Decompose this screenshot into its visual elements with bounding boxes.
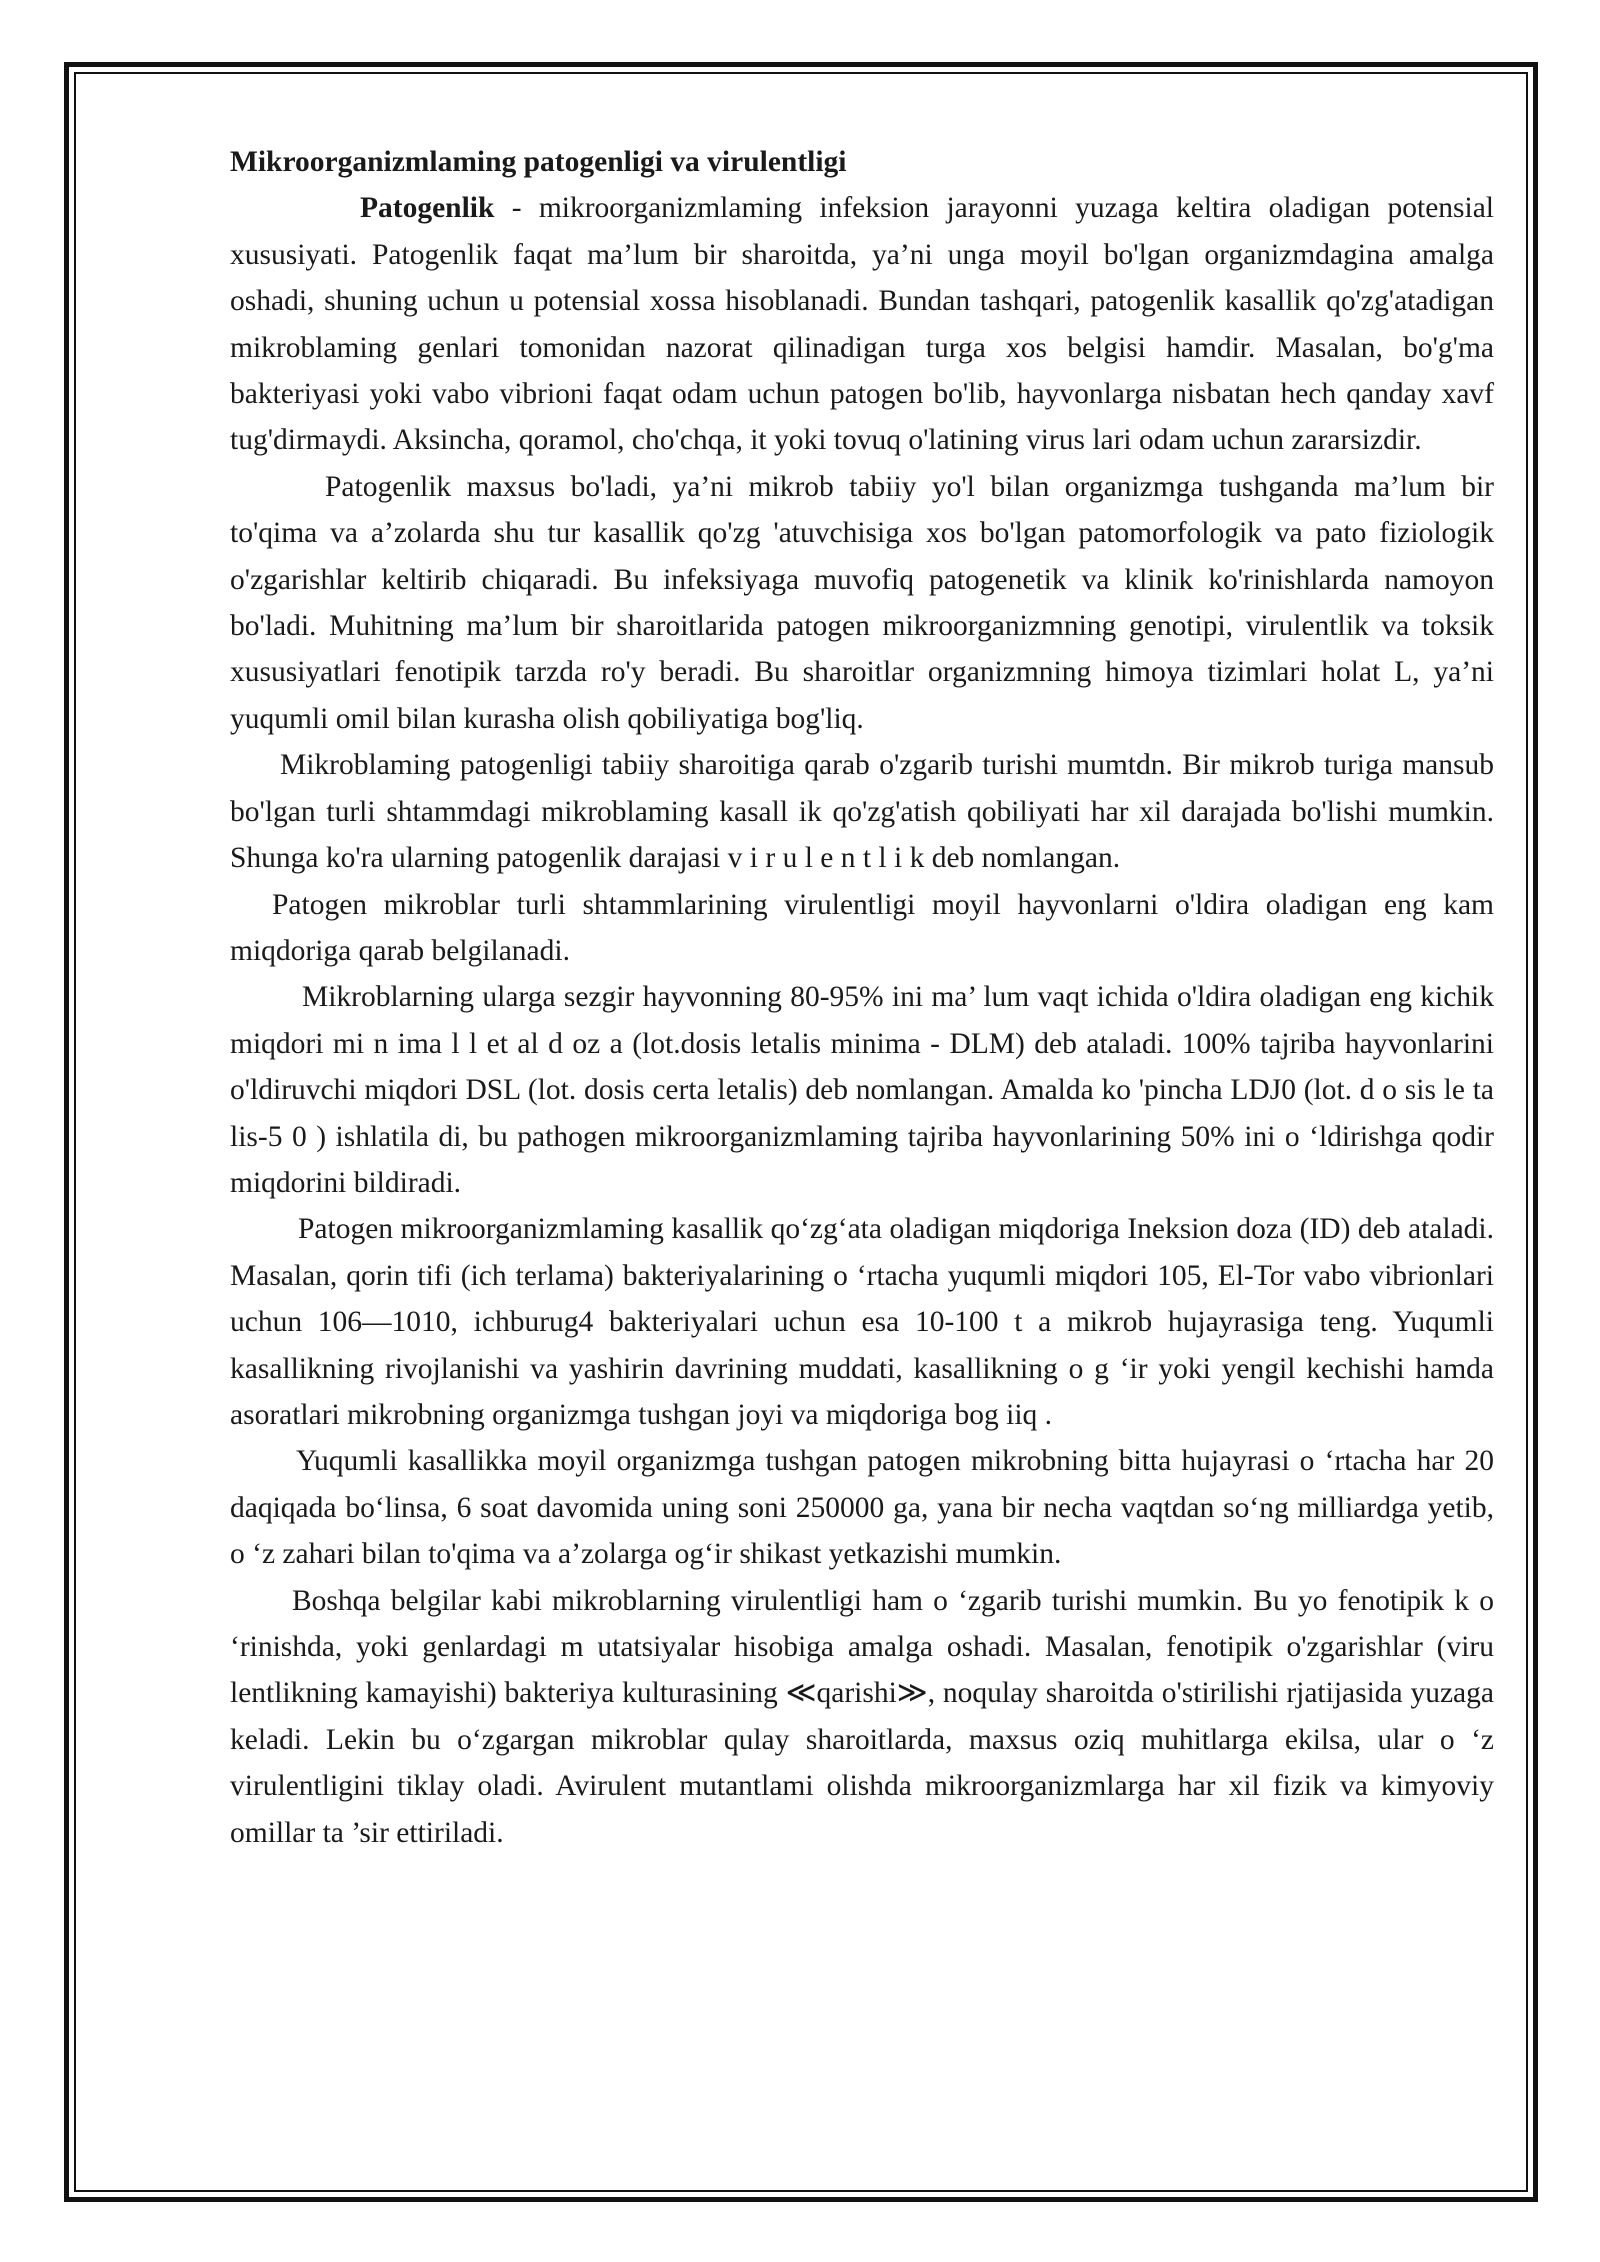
paragraph-lethal-dose: [230, 974, 1494, 1206]
paragraph-text: Patogen mikroorganizmlaming kasallik qo‘zg‘ata oladigan miqdoriga Ineksion doza (ID) deb ataladi. Masalan, qorin tifi (ich terlama) bakteriyalarining o ‘rtacha yuqumli miqdori 105, El-Tor vabo vibrionlari uchun 106—1010, ichburug4 bakteriyalari uchun esa 10-100 t a mikrob hujayrasiga teng. Yuqumli kasallikning rivojlanishi va yashirin davrining muddati, kasallikning o g ‘ir yoki yengil kechishi hamda asoratlari mikrobning organizmga tushgan joyi va miqdoriga bog iiq .: [230, 1213, 1494, 1431]
paragraph-patogenlik-variation: [230, 742, 1494, 881]
document-title: Mikroorganizmlaming patogenligi va virulentligi: [230, 146, 847, 178]
paragraph-text: Yuqumli kasallikka moyil organizmga tushgan patogen mikrobning bitta hujayrasi o ‘rtacha har 20 daqiqada bo‘linsa, 6 soat davomida uning soni 250000 ga, yana bir necha vaqtdan so‘ng milliardga yetib, o ‘z zahari bilan to'qima va a’zolarga og‘ir shikast yetkazishi mumkin.: [230, 1445, 1494, 1571]
paragraph-infection-dose: [230, 1206, 1494, 1438]
paragraph-patogenlik-specific: [230, 464, 1494, 742]
paragraph-text: Boshqa belgilar kabi mikroblarning virulentligi ham o ‘zgarib turishi mumkin. Bu yo fenotipik k o ‘rinishda, yoki genlardagi m utatsiyalar hisobiga amalga oshadi. Masalan, fenotipik o'zgarishlar (viru lentlikning kamayishi) bakteriya kulturasining ≪qarishi≫, noqulay sharoitda o'stirilishi rjatijasida yuzaga keladi. Lekin bu o‘zgargan mikroblar qulay sharoitlarda, maxsus oziq muhitlarga ekilsa, ular o ‘z virulentligini tiklay oladi. Avirulent mutantlami olishda mikroorganizmlarga har xil fizik va kimyoviy omillar ta ’sir ettiriladi.: [230, 1584, 1494, 1849]
paragraph-text: Patogen mikroblar turli shtammlarining virulentligi moyil hayvonlarni o'ldira oladigan eng kam miqdoriga qarab belgilanadi.: [230, 888, 1494, 967]
term-patogenlik: Patogenlik: [360, 192, 495, 225]
paragraph-text: Mikroblarning ularga sezgir hayvonning 80-95% ini ma’ lum vaqt ichida o'ldira oladigan eng kichik miqdori mi n ima l l et al d oz a (lot.dosis letalis minima - DLM) deb ataladi. 100% tajriba hayvonlarini o'ldiruvchi miqdori DSL (lot. dosis certa letalis) deb nomlangan. Amalda ko 'pincha LDJ0 (lot. d o sis le ta lis-5 0 ) ishlatila di, bu pathogen mikroorganizmlaming tajriba hayvonlarining 50% ini o ‘ldirishga qodir miqdorini bildiradi.: [230, 981, 1494, 1199]
paragraph-text: Patogenlik maxsus bo'ladi, ya’ni mikrob tabiiy yo'l bilan organizmga tushganda ma’lum bir to'qima va a’zolarda shu tur kasallik qo'zg 'atuvchisiga xos bo'lgan patomorfologik va pato fiziologik o'zgarishlar keltirib chiqaradi. Bu infeksiyaga muvofiq patogenetik va klinik ko'rinishlarda namoyon bo'ladi. Muhitning ma’lum bir sharoitlarida patogen mikroorganizmning genotipi, virulentlik va toksik xususiyatlari fenotipik tarzda ro'y beradi. Bu sharoitlar organizmning himoya tizimlari holat L, ya’ni yuqumli omil bilan kurasha olish qobiliyatiga bog'liq.: [230, 470, 1494, 735]
paragraph-cell-division: [230, 1438, 1494, 1577]
paragraph-text: Mikroblaming patogenligi tabiiy sharoitiga qarab o'zgarib turishi mumtdn. Bir mikrob turiga mansub bo'lgan turli shtammdagi mikroblaming kasall ik qo'zg'atish qobiliyati har xil darajada bo'lishi mumkin. Shunga ko'ra ularning patogenlik darajasi v i r u l e n t l i k deb nomlangan.: [230, 749, 1494, 875]
paragraph-virulence-measure: [230, 882, 1494, 975]
paragraph-virulence-change: [230, 1578, 1494, 1856]
paragraph-patogenlik-definition: [230, 185, 1494, 463]
document-body: [230, 139, 1494, 1856]
paragraph-text: - mikroorganizmlaming infeksion jarayonni yuzaga keltira oladigan potensial xususiyati. Patogenlik faqat ma’lum bir sharoitda, ya’ni unga moyil bo'lgan organizmdagina amalga oshadi, shuning uchun u potensial xossa hisoblanadi. Bundan tashqari, patogenlik kasallik qo'zg'atadigan mikroblaming genlari tomonidan nazorat qilinadigan turga xos belgisi hamdir. Masalan, bo'g'ma bakteriyasi yoki vabo vibrioni faqat odam uchun patogen bo'lib, hayvonlarga nisbatan hech qanday xavf tug'dirmaydi. Aksincha, qoramol, cho'chqa, it yoki tovuq o'latining virus lari odam uchun zararsizdir.: [230, 192, 1494, 457]
